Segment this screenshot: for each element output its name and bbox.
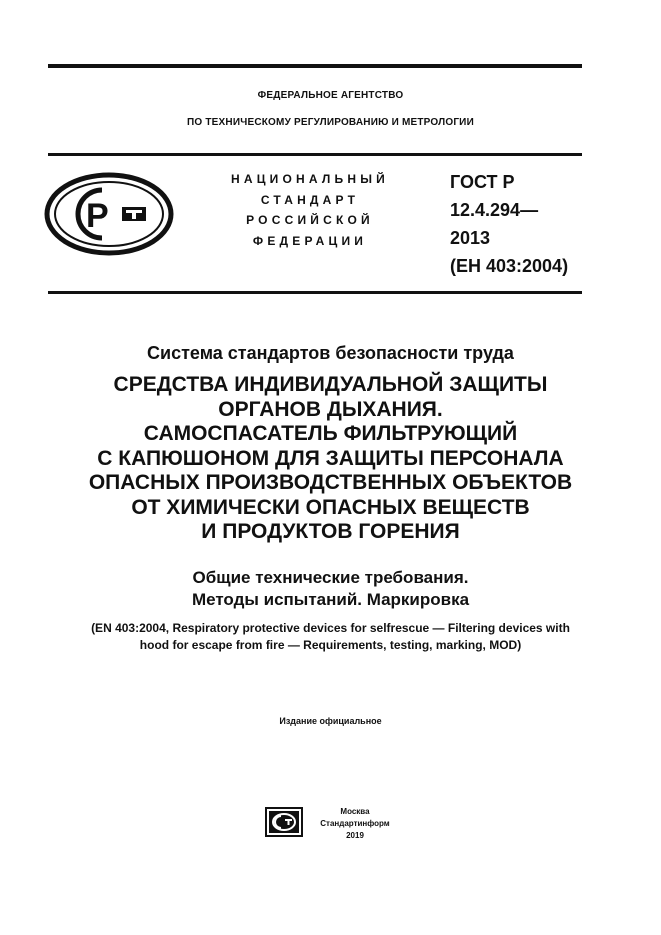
title-rule xyxy=(48,291,582,294)
main-title-line: С КАПЮШОНОМ ДЛЯ ЗАЩИТЫ ПЕРСОНАЛА xyxy=(97,446,564,470)
main-title-line: И ПРОДУКТОВ ГОРЕНИЯ xyxy=(201,520,460,543)
national-standard-line-1: НАЦИОНАЛЬНЫЙ xyxy=(230,172,390,186)
header-rule xyxy=(48,153,582,156)
national-standard-line-4: ФЕДЕРАЦИИ xyxy=(252,234,368,248)
main-title-line: САМОСПАСАТЕЛЬ ФИЛЬТРУЮЩИЙ xyxy=(143,422,518,445)
main-title-line: СРЕДСТВА ИНДИВИДУАЛЬНОЙ ЗАЩИТЫ xyxy=(113,373,548,396)
subtitle-line: Общие технические требования. xyxy=(192,568,469,587)
publisher-city: Москва xyxy=(340,807,370,816)
rst-certification-logo-icon xyxy=(44,172,174,256)
main-title-line: ОТ ХИМИЧЕСКИ ОПАСНЫХ ВЕЩЕСТВ xyxy=(131,495,530,519)
agency-line-1: ФЕДЕРАЛЬНОЕ АГЕНТСТВО xyxy=(257,90,404,101)
gost-designation-1: ГОСТ Р xyxy=(450,172,515,192)
english-title-line: (EN 403:2004, Respiratory protective devices for selfrescue — Filtering devices with xyxy=(91,621,570,635)
publisher-name: Стандартинформ xyxy=(320,819,390,828)
main-title xyxy=(0,373,661,545)
svg-text:Р: Р xyxy=(86,197,109,235)
subtitle xyxy=(0,567,661,611)
system-title: Система стандартов безопасности труда xyxy=(147,343,514,363)
standartinform-logo-icon xyxy=(265,807,303,837)
subtitle-line: Методы испытаний. Маркировка xyxy=(191,590,470,609)
edition-label: Издание официальное xyxy=(279,716,382,726)
english-title-line: hood for escape from fire — Requirements, testing, marking, MOD) xyxy=(139,638,522,652)
top-rule xyxy=(48,64,582,68)
publisher-year: 2019 xyxy=(346,831,364,840)
main-title-line: ОРГАНОВ ДЫХАНИЯ. xyxy=(218,397,443,421)
gost-designation-2: 12.4.294— xyxy=(450,200,539,220)
national-standard-line-2: СТАНДАРТ xyxy=(260,193,360,207)
agency-line-2: ПО ТЕХНИЧЕСКОМУ РЕГУЛИРОВАНИЮ И МЕТРОЛОГИИ xyxy=(187,117,474,128)
gost-designation-4: (ЕН 403:2004) xyxy=(450,256,569,276)
national-standard-line-3: РОССИЙСКОЙ xyxy=(246,213,374,227)
main-title-line: ОПАСНЫХ ПРОИЗВОДСТВЕННЫХ ОБЪЕКТОВ xyxy=(88,471,573,494)
gost-designation-3: 2013 xyxy=(450,228,491,248)
english-title xyxy=(0,620,661,654)
